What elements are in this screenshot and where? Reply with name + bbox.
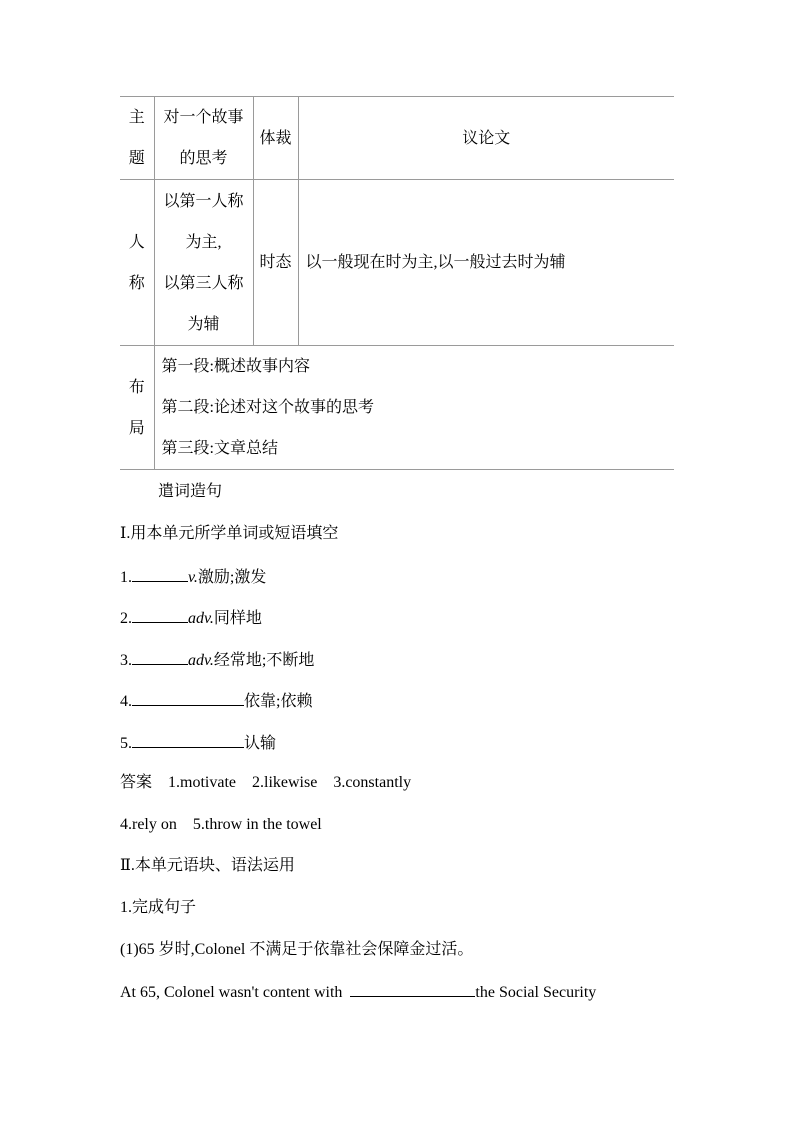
answer-label: 答案 [120,774,153,791]
answer-text: 3.constantly [333,774,412,791]
layout-label-char: 布 [128,378,145,396]
layout-label-cell [120,346,154,470]
item-meaning: 依靠;依赖 [244,693,313,710]
section-title: 遣词造句 [158,483,223,500]
part-of-speech: v. [188,569,198,586]
vocab-item [120,607,262,629]
answer-line [120,815,322,835]
theme-row [120,97,674,180]
answer-blank[interactable] [132,566,188,582]
part2-subheading: 1.完成句子 [120,899,197,916]
answer-blank[interactable] [350,981,475,997]
answer-text: 1.motivate [168,774,236,791]
item-meaning: 激励;激发 [197,569,267,586]
person-row [120,180,674,346]
theme-value-line: 对一个故事 [163,109,244,126]
item-meaning: 同样地 [213,610,262,627]
answer-line [120,773,411,793]
answer-text: 4.rely on [120,816,177,833]
layout-item: 第一段:概述故事内容 [161,358,310,375]
person-label-cell [120,180,154,346]
layout-items-cell [154,346,674,470]
answer-blank[interactable] [132,649,188,665]
person-label-char: 人 [128,233,145,251]
answer-blank[interactable] [132,607,188,623]
tense-label-cell: 时态 [253,180,298,346]
layout-item: 第三段:文章总结 [161,440,278,457]
vocab-item [120,732,276,754]
genre-label-cell: 体裁 [253,97,298,180]
person-value-cell [154,180,253,346]
answer-blank[interactable] [132,690,244,706]
person-label-char: 称 [128,274,145,292]
person-value-line: 以第一人称 [163,192,244,210]
part-of-speech: adv. [188,652,214,669]
vocab-item [120,690,312,712]
theme-label-char: 题 [128,150,145,167]
item-number: 1. [120,569,132,586]
part1-heading: Ⅰ.用本单元所学单词或短语填空 [120,525,339,542]
answer-text: 5.throw in the towel [192,816,322,833]
question-text-after: the Social Security [475,984,597,1001]
question-chinese: (1)65 岁时,Colonel 不满足于依靠社会保障金过活。 [120,941,474,958]
item-meaning: 经常地;不断地 [213,652,315,669]
item-meaning: 认输 [244,735,277,752]
person-value-line: 为主, [185,233,222,251]
layout-item: 第二段:论述对这个故事的思考 [161,399,374,416]
genre-value-cell: 议论文 [298,97,674,180]
vocab-item [120,649,314,671]
part-of-speech: adv. [188,610,214,627]
layout-label-char: 局 [128,419,145,437]
theme-value-line: 的思考 [179,150,228,167]
question-text-before: At 65, Colonel wasn't content with [120,984,343,1001]
theme-label-cell [120,97,154,180]
part2-heading: Ⅱ.本单元语块、语法运用 [120,857,295,874]
item-number: 3. [120,652,132,669]
person-value-line: 以第三人称 [163,274,244,292]
layout-row [120,346,674,470]
item-number: 2. [120,610,132,627]
answer-blank[interactable] [132,732,244,748]
vocab-item [120,566,266,588]
item-number: 5. [120,735,132,752]
item-number: 4. [120,693,132,710]
question-english [120,981,674,1003]
writing-outline-table [120,96,674,470]
theme-value-cell [154,97,253,180]
answer-text: 2.likewise [252,774,318,791]
tense-value-cell: 以一般现在时为主,以一般过去时为辅 [298,180,674,346]
person-value-line: 为辅 [187,315,220,333]
theme-label-char: 主 [128,109,145,126]
